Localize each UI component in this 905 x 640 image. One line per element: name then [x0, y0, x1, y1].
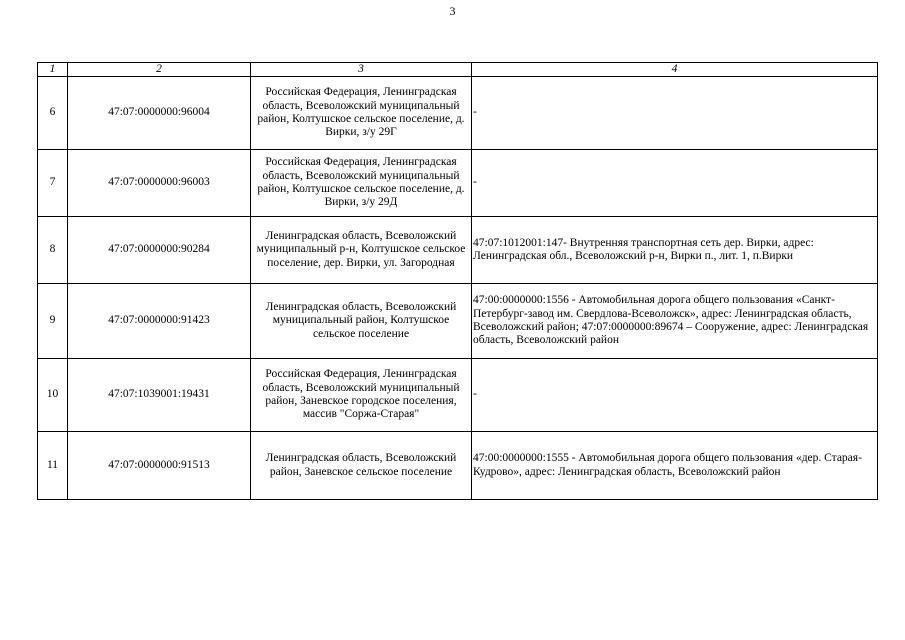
objects-cell: 47:00:0000000:1556 - Автомобильная дорога общего пользования «Санкт-Петербург-завод им. Свердлова-Всеволожск», адрес: Ленинградская область, Всеволожский район; 47:07:0000000:89674 – Сооружение, адрес: Ленинградская область, Всеволожский район [472, 284, 878, 359]
table-row [38, 150, 878, 217]
table-row [38, 217, 878, 284]
cadastral-number: 47:07:0000000:91423 [68, 284, 251, 359]
cadastral-table [37, 62, 878, 500]
row-number: 11 [38, 432, 68, 500]
column-header-3: 3 [251, 63, 472, 77]
objects-cell: - [472, 359, 878, 432]
table-header-row [38, 63, 878, 77]
address-cell: Российская Федерация, Ленинградская область, Всеволожский муниципальный район, Заневское городское поселения, массив "Соржа-Старая" [251, 359, 472, 432]
objects-cell: - [472, 150, 878, 217]
page-number: 3 [449, 4, 456, 18]
address-cell: Ленинградская область, Всеволожский муниципальный район, Колтушское сельское поселение [251, 284, 472, 359]
table-row [38, 359, 878, 432]
cadastral-number: 47:07:1039001:19431 [68, 359, 251, 432]
cadastral-number: 47:07:0000000:90284 [68, 217, 251, 284]
cadastral-number: 47:07:0000000:96004 [68, 77, 251, 150]
address-cell: Ленинградская область, Всеволожский муниципальный р-н, Колтушское сельское поселение, дер. Вирки, ул. Загородная [251, 217, 472, 284]
objects-cell: 47:00:0000000:1555 - Автомобильная дорога общего пользования «дер. Старая-Кудрово», адрес: Ленинградская область, Всеволожский район [472, 432, 878, 500]
row-number: 7 [38, 150, 68, 217]
row-number: 8 [38, 217, 68, 284]
objects-cell: - [472, 77, 878, 150]
table-row [38, 432, 878, 500]
address-cell: Российская Федерация, Ленинградская область, Всеволожский муниципальный район, Колтушское сельское поселение, д. Вирки, з/у 29Г [251, 77, 472, 150]
address-cell: Российская Федерация, Ленинградская область, Всеволожский муниципальный район, Колтушское сельское поселение, д. Вирки, з/у 29Д [251, 150, 472, 217]
row-number: 10 [38, 359, 68, 432]
table-row [38, 284, 878, 359]
objects-cell: 47:07:1012001:147- Внутренняя транспортная сеть дер. Вирки, адрес: Ленинградская обл., Всеволожский р-н, Вирки п., лит. 1, п.Вирки [472, 217, 878, 284]
column-header-4: 4 [472, 63, 878, 77]
column-header-2: 2 [68, 63, 251, 77]
column-header-1: 1 [38, 63, 68, 77]
cadastral-number: 47:07:0000000:91513 [68, 432, 251, 500]
row-number: 9 [38, 284, 68, 359]
row-number: 6 [38, 77, 68, 150]
cadastral-number: 47:07:0000000:96003 [68, 150, 251, 217]
address-cell: Ленинградская область, Всеволожский район, Заневское сельское поселение [251, 432, 472, 500]
table-row [38, 77, 878, 150]
